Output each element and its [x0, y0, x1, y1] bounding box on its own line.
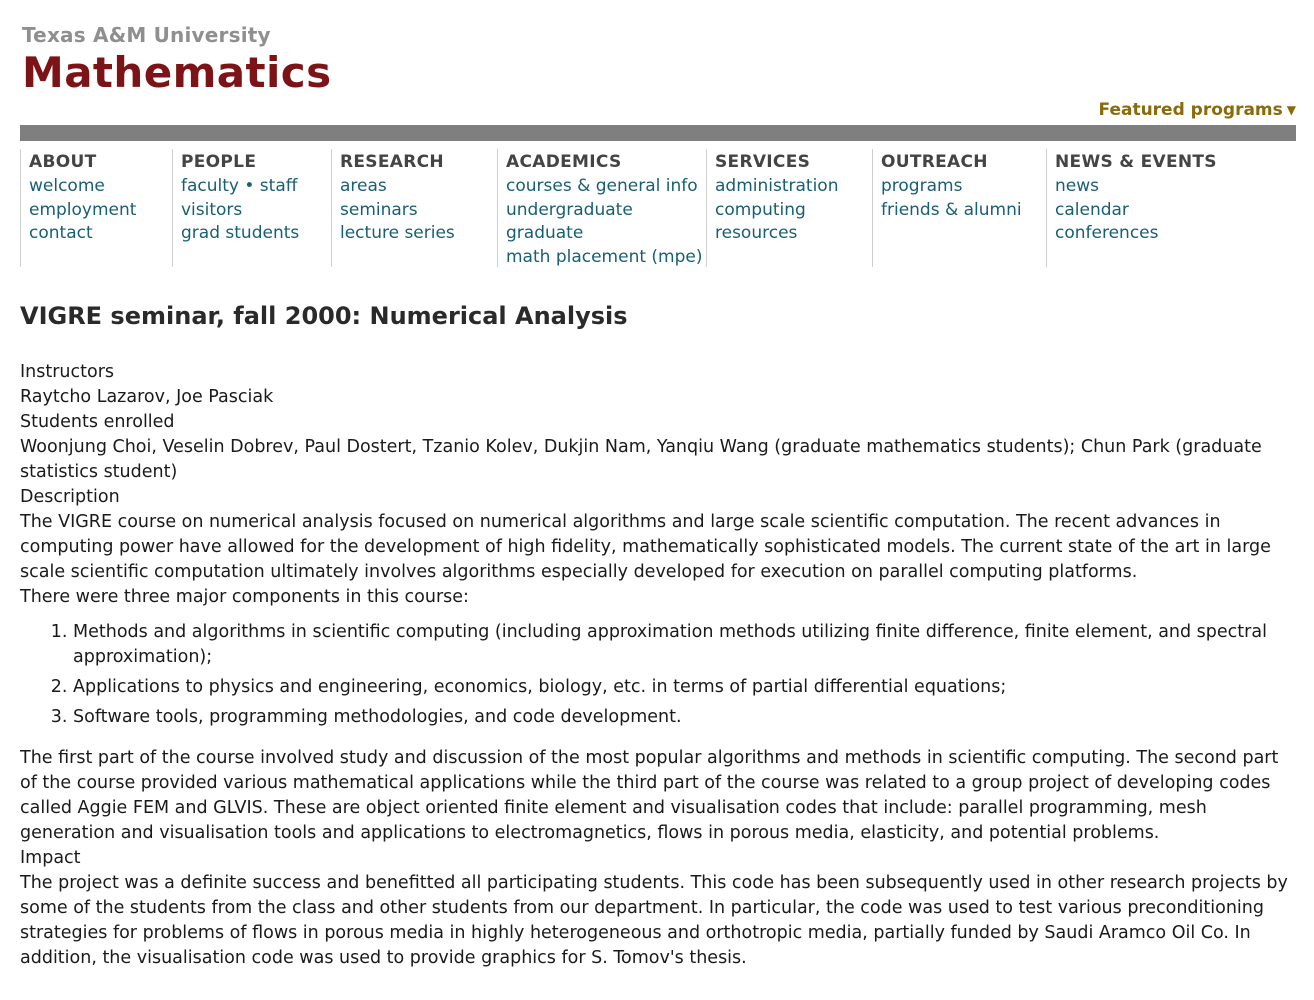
nav-link-administration[interactable]: administration [715, 176, 839, 196]
nav-column-services [706, 149, 838, 267]
nav-link-grad-students[interactable]: grad students [181, 223, 300, 243]
nav-column-outreach [872, 149, 1022, 267]
nav-link-contact[interactable]: contact [29, 223, 93, 243]
nav-column-people [172, 149, 299, 267]
students-label: Students enrolled [20, 412, 175, 432]
nav-heading-academics[interactable]: ACADEMICS [506, 152, 622, 172]
nav-link-conferences[interactable]: conferences [1055, 223, 1159, 243]
nav-link-welcome[interactable]: welcome [29, 176, 105, 196]
university-name: Texas A&M University [22, 23, 271, 47]
components-list [20, 620, 1296, 730]
nav-link-programs[interactable]: programs [881, 176, 963, 196]
instructors-label: Instructors [20, 362, 115, 382]
nav-link-courses[interactable]: courses & general info [506, 176, 698, 196]
components-intro: There were three major components in this course: [20, 587, 469, 607]
nav-column-news-events [1046, 149, 1217, 267]
nav-link-employment[interactable]: employment [29, 199, 137, 220]
nav-link-computing[interactable]: computing [715, 199, 806, 220]
nav-link-lecture-series[interactable]: lecture series [340, 223, 455, 243]
nav-heading-outreach[interactable]: OUTREACH [881, 152, 988, 172]
page-title: VIGRE seminar, fall 2000: Numerical Analysis [20, 302, 628, 330]
site-logo[interactable] [22, 22, 331, 96]
header-divider-bar [20, 125, 1296, 141]
list-item: 3. Software tools, programming methodologies, and code development. [73, 705, 1296, 730]
nav-link-calendar[interactable]: calendar [1055, 199, 1129, 220]
description-text: The VIGRE course on numerical analysis focused on numerical algorithms and large scale scientific computation. The recent advances in computing power have allowed for the development of high fidelity, mathematically sophisticated models. The current state of the art in large scale scientific computation ultimately involves algorithms especially developed for execution on parallel computing platforms. [20, 512, 1271, 582]
students-text: Woonjung Choi, Veselin Dobrev, Paul Dostert, Tzanio Kolev, Dukjin Nam, Yanqiu Wang (graduate mathematics students); Chun Park (graduate statistics student) [20, 437, 1262, 482]
department-name: Mathematics [22, 48, 332, 97]
nav-link-math-placement[interactable]: math placement (mpe) [506, 246, 703, 267]
course-parts-text: The first part of the course involved study and discussion of the most popular algorithms and methods in scientific computing. The second part of the course provided various mathematical applications while the third part of the course was related to a group project of developing codes called Aggie FEM and GLVIS. These are object oriented finite element and visualisation codes that include: parallel programming, mesh generation and visualisation tools and applications to electromagnetics, flows in porous media, elasticity, and potential problems. [20, 748, 1279, 843]
nav-heading-about[interactable]: ABOUT [29, 152, 97, 172]
nav-heading-people[interactable]: PEOPLE [181, 152, 257, 172]
list-item: 1. Methods and algorithms in scientific computing (including approximation methods utilizing finite difference, finite element, and spectral approximation); [73, 620, 1296, 670]
nav-link-undergraduate[interactable]: undergraduate [506, 199, 633, 220]
nav-link-faculty-staff[interactable]: faculty • staff [181, 176, 298, 196]
nav-column-research [331, 149, 455, 267]
instructors-text: Raytcho Lazarov, Joe Pasciak [20, 387, 274, 407]
nav-column-academics [497, 149, 703, 267]
nav-link-graduate[interactable]: graduate [506, 223, 584, 243]
nav-heading-news-events[interactable]: NEWS & EVENTS [1055, 152, 1217, 172]
featured-programs-menu[interactable] [1099, 100, 1296, 120]
list-item: 2. Applications to physics and engineering, economics, biology, etc. in terms of partial differential equations; [73, 675, 1296, 700]
nav-heading-services[interactable]: SERVICES [715, 152, 811, 172]
impact-text: The project was a definite success and benefitted all participating students. This code has been subsequently used in other research projects by some of the students from the class and other students from our department. In particular, the code was used to test various preconditioning strategies for problems of flows in porous media in highly heterogeneous and orthotropic media, partially funded by Saudi Aramco Oil Co. In addition, the visualisation code was used to provide graphics for S. Tomov's thesis. [20, 873, 1288, 968]
nav-link-areas[interactable]: areas [340, 176, 387, 196]
nav-link-visitors[interactable]: visitors [181, 199, 243, 220]
caret-down-icon: ▼ [1286, 103, 1296, 117]
nav-link-friends-alumni[interactable]: friends & alumni [881, 199, 1022, 220]
nav-link-seminars[interactable]: seminars [340, 199, 418, 220]
impact-label: Impact [20, 848, 81, 868]
featured-programs-label: Featured programs [1098, 100, 1283, 120]
nav-column-about [20, 149, 136, 267]
main-content [20, 298, 1296, 971]
article-body [20, 360, 1296, 971]
nav-heading-research[interactable]: RESEARCH [340, 152, 444, 172]
nav-link-resources[interactable]: resources [715, 223, 798, 243]
nav-link-news[interactable]: news [1055, 176, 1099, 196]
description-label: Description [20, 487, 120, 507]
main-navigation [20, 149, 1296, 274]
